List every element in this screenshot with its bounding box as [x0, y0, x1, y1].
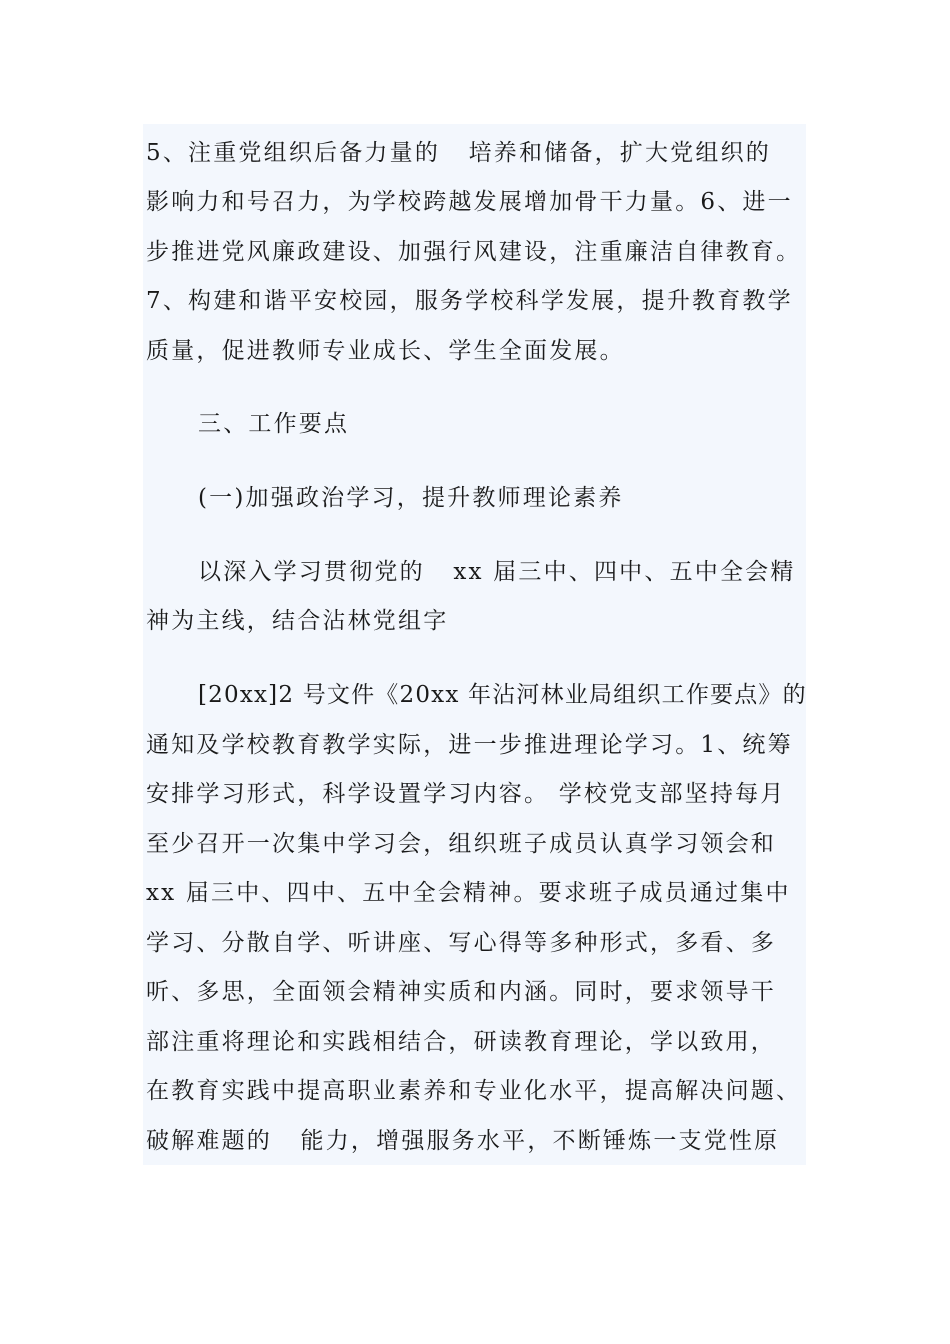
text-line: 5、注重党组织后备力量的 培养和储备，扩大党组织的 — [146, 140, 771, 166]
subsection-heading: (一)加强政治学习，提升教师理论素养 — [198, 485, 624, 511]
text-line: 质量，促进教师专业成长、学生全面发展。 — [146, 338, 625, 364]
section-heading: 三、工作要点 — [198, 411, 350, 437]
text-line: 7、构建和谐平安校园，服务学校科学发展，提升教育教学 — [146, 288, 793, 314]
text-line: 学习、分散自学、听讲座、写心得等多种形式，多看、多 — [146, 930, 776, 956]
text-line: 安排学习形式，科学设置学习内容。 学校党支部坚持每月 — [146, 781, 786, 807]
text-line: 部注重将理论和实践相结合，研读教育理论，学以致用， — [146, 1029, 776, 1055]
text-line: 听、多思，全面领会精神实质和内涵。同时，要求领导干 — [146, 979, 776, 1005]
text-line: 影响力和号召力，为学校跨越发展增加骨干力量。6、进一 — [146, 189, 793, 215]
text-line: 破解难题的 能力，增强服务水平，不断锤炼一支党性原 — [146, 1128, 780, 1154]
text-line: xx 届三中、四中、五中全会精神。要求班子成员通过集中 — [146, 880, 791, 906]
text-line: 神为主线，结合沾林党组字 — [146, 608, 449, 634]
text-line: 步推进党风廉政建设、加强行风建设，注重廉洁自律教育。 — [146, 239, 802, 265]
text-line: 至少召开一次集中学习会，组织班子成员认真学习领会和 — [146, 831, 776, 857]
text-line: 以深入学习贯彻党的 xx 届三中、四中、五中全会精 — [198, 559, 796, 585]
text-line: 通知及学校教育教学实际，进一步推进理论学习。1、统筹 — [146, 732, 793, 758]
text-line: 在教育实践中提高职业素养和专业化水平，提高解决问题、 — [146, 1078, 802, 1104]
text-line: [20xx]2 号文件《20xx 年沾河林业局组织工作要点》的 — [198, 682, 807, 708]
